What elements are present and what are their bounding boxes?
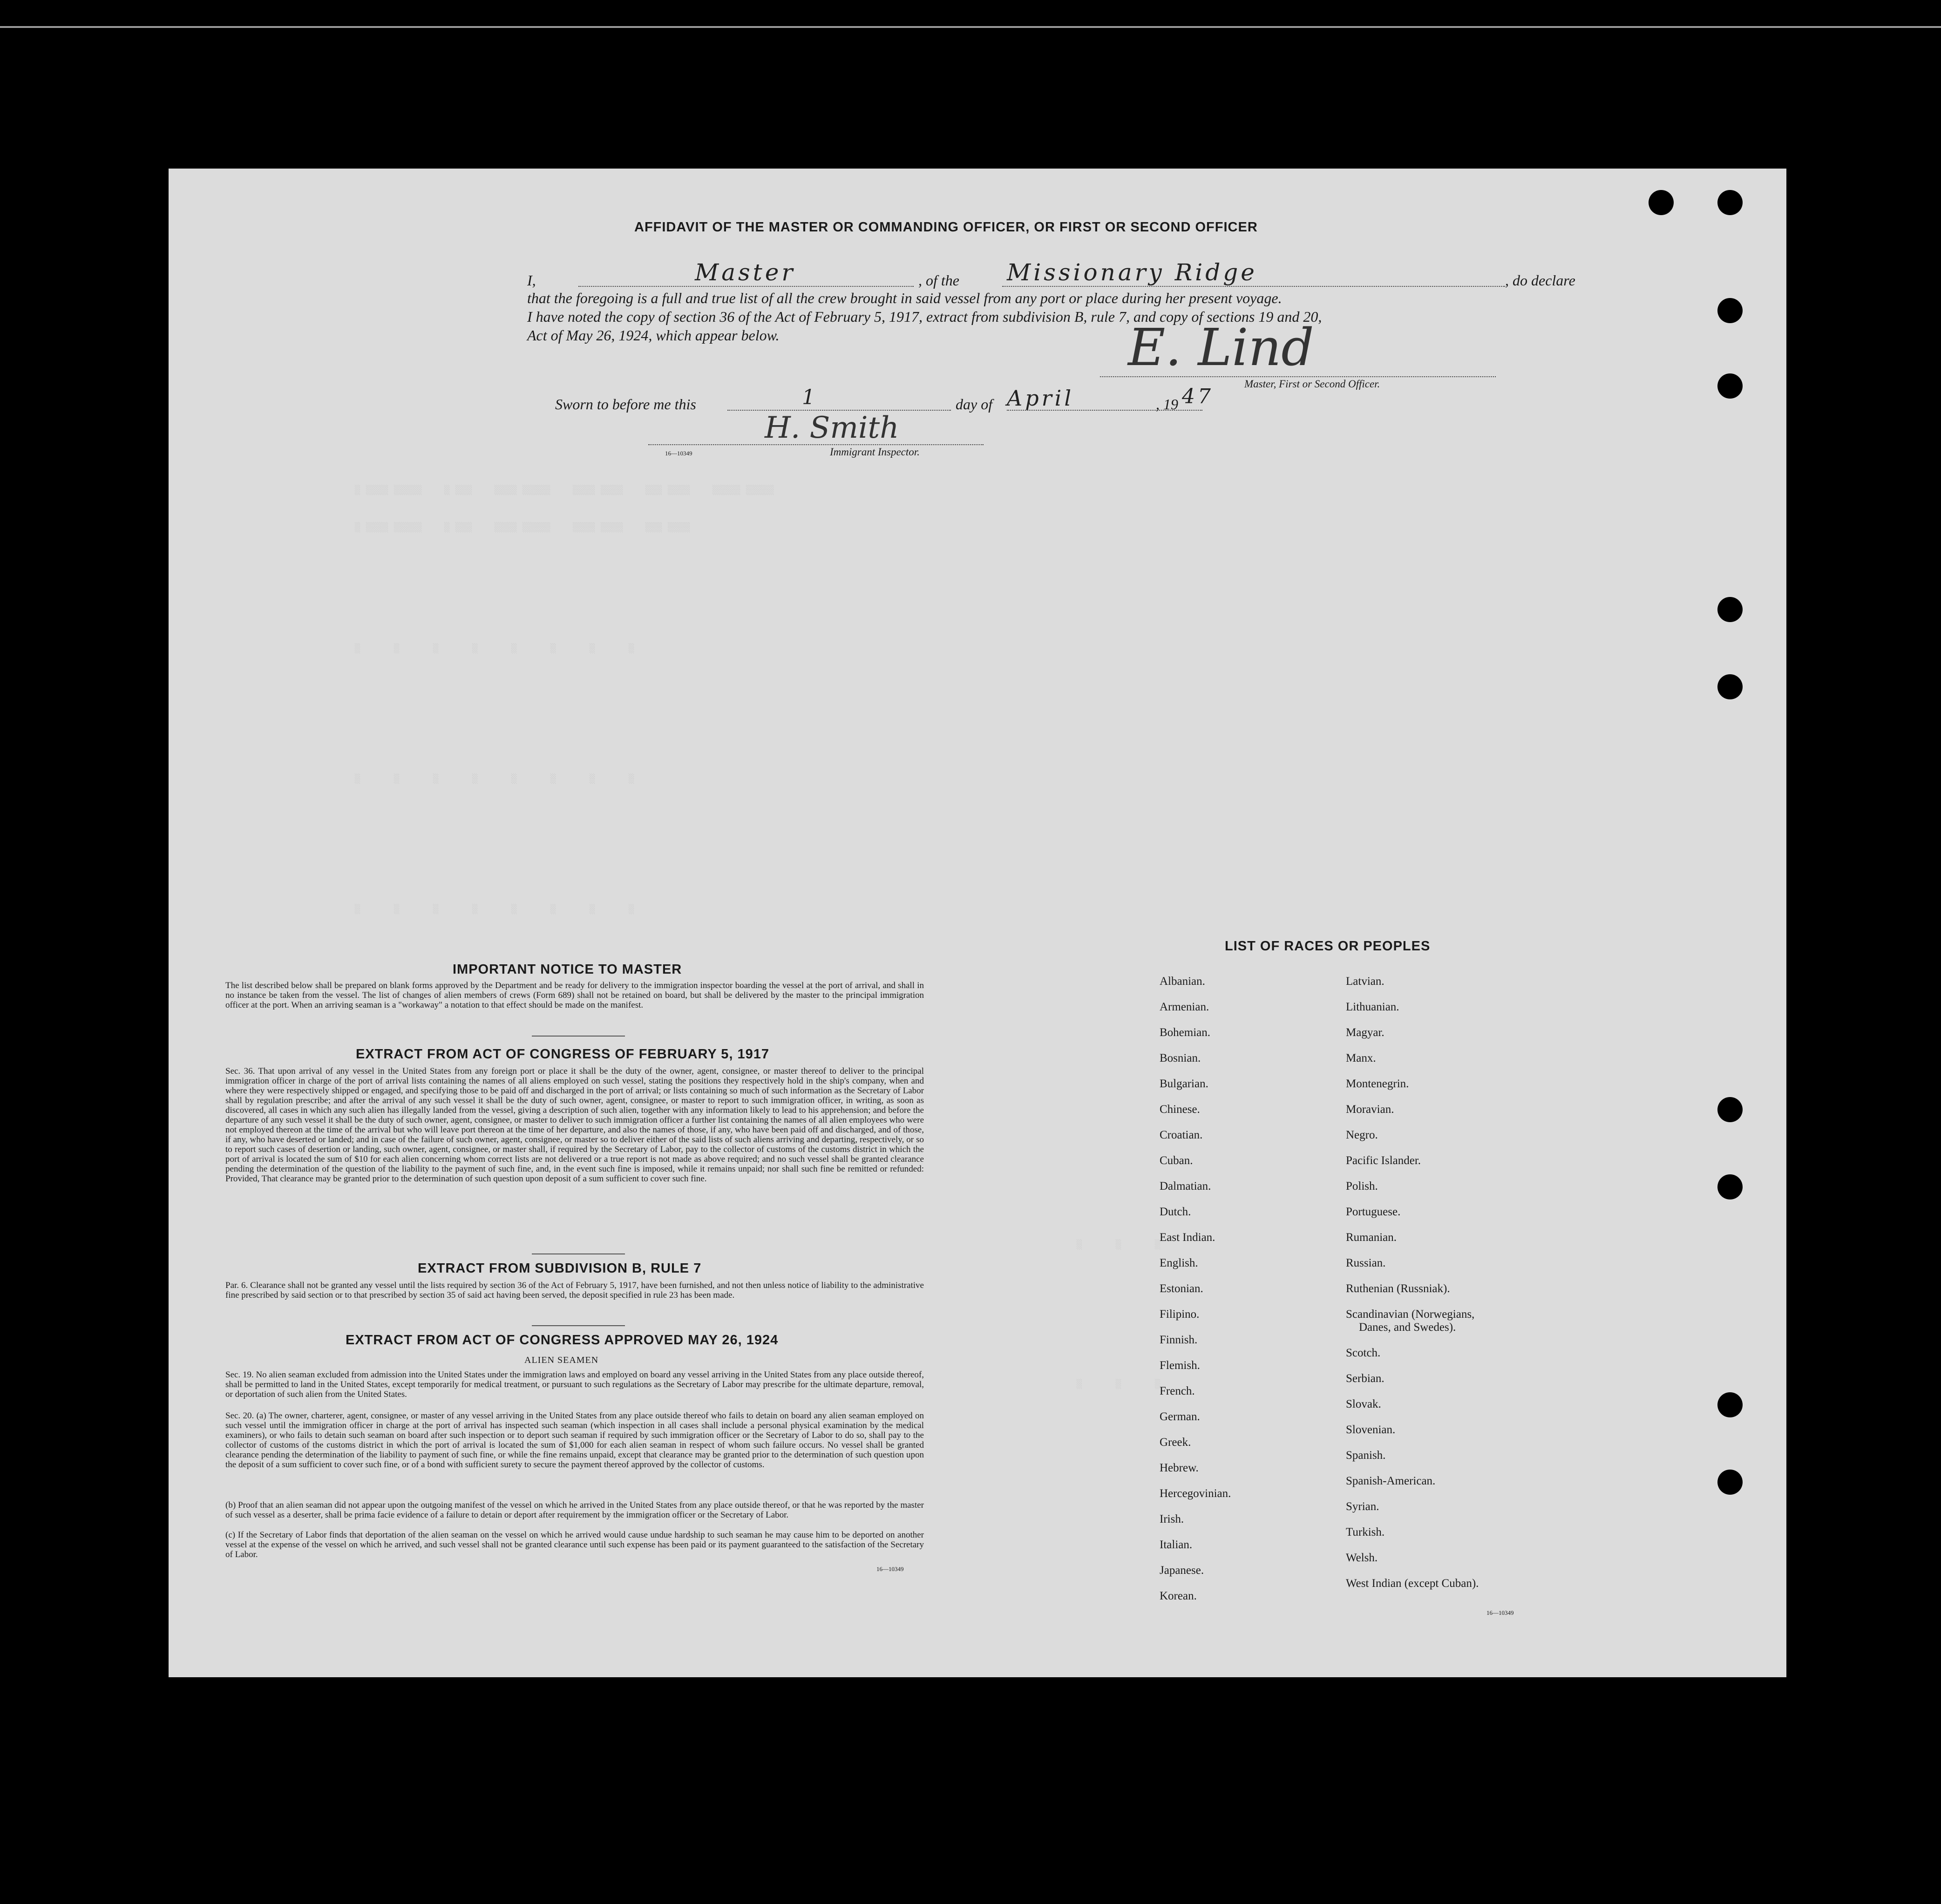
inspector-caption: Immigrant Inspector. <box>830 446 920 458</box>
form-number-left: 16—10349 <box>876 1565 904 1572</box>
race-item: Russian. <box>1346 1257 1386 1269</box>
race-item: East Indian. <box>1160 1231 1215 1244</box>
extract-1924-title: EXTRACT FROM ACT OF CONGRESS APPROVED MAY 26, 1924 <box>346 1333 779 1348</box>
race-item: Hercegovinian. <box>1160 1487 1231 1500</box>
race-item: Turkish. <box>1346 1526 1385 1538</box>
vessel-blank <box>1002 286 1505 287</box>
race-item: Welsh. <box>1346 1552 1378 1564</box>
punch-hole <box>1717 1470 1743 1495</box>
race-item: Armenian. <box>1160 1001 1209 1013</box>
punch-hole <box>1717 373 1743 399</box>
of-the-label: , of the <box>918 272 959 289</box>
races-left-column <box>1160 975 1231 1615</box>
affidavit-line-4: Act of May 26, 1924, which appear below. <box>527 327 780 344</box>
punch-hole <box>1717 190 1743 215</box>
races-title: LIST OF RACES OR PEOPLES <box>1225 939 1431 954</box>
race-item: Bosnian. <box>1160 1052 1201 1064</box>
master-signature: E. Lind <box>1128 318 1314 377</box>
race-item: Hebrew. <box>1160 1462 1199 1474</box>
do-declare-label: , do declare <box>1505 272 1575 289</box>
race-item: Scandinavian (Norwegians, <box>1346 1308 1475 1321</box>
race-item: Rumanian. <box>1346 1231 1397 1244</box>
race-item: Slovak. <box>1346 1398 1381 1410</box>
race-item: Filipino. <box>1160 1308 1200 1321</box>
punch-hole <box>1717 674 1743 699</box>
form-number-right: 16—10349 <box>1486 1609 1514 1616</box>
race-item: Latvian. <box>1346 975 1384 988</box>
sec20b-text: (b) Proof that an alien seaman did not appear upon the outgoing manifest of the vessel on which he arrived in the United States from any place outside thereof, or that he was reported by the master of such vessel as a deserter, shall be prima facie evidence of a failure to detain or deport after requirement by the immigration officer or the Secretary of Labor. <box>225 1500 924 1520</box>
race-item: Japanese. <box>1160 1564 1204 1577</box>
race-item: Negro. <box>1346 1129 1378 1141</box>
sworn-month: April <box>1007 386 1074 411</box>
race-item: Scotch. <box>1346 1347 1381 1359</box>
year-prefix: , 19 <box>1156 396 1178 413</box>
punch-hole <box>1717 1174 1743 1199</box>
race-item: Serbian. <box>1346 1372 1384 1385</box>
race-item: Dalmatian. <box>1160 1180 1211 1193</box>
punch-hole <box>1717 1097 1743 1122</box>
notice-text: The list described below shall be prepared on blank forms approved by the Department and be ready for delivery to the immigration inspector boarding the vessel at the port of arrival, and shall in no instance be taken from the vessel. The list of changes of alien members of crews (Form 689) shall not be retained on board, but shall be delivered by the master to the principal immigration officer at the port. When an arriving seaman is a "workaway" a notation to that effect should be made on the manifest. <box>225 981 924 1010</box>
sec19-text: Sec. 19. No alien seaman excluded from admission into the United States under the immigration laws and employed on board any vessel arriving in the United States from any place outside thereof, shall be permitted to land in the United States, except temporarily for medical treatment, or pursuant to such regulations as the Secretary of Labor may prescribe for the ultimate departure, removal, or deportation of such alien from the United States. <box>225 1370 924 1399</box>
race-item: Chinese. <box>1160 1103 1200 1116</box>
race-item: French. <box>1160 1385 1195 1397</box>
race-item: Pacific Islander. <box>1346 1154 1421 1167</box>
inspector-signature: H. Smith <box>765 411 899 445</box>
sworn-label: Sworn to before me this <box>555 396 696 413</box>
race-item: Bulgarian. <box>1160 1077 1208 1090</box>
race-item: Finnish. <box>1160 1334 1198 1346</box>
vessel-handwritten: Missionary Ridge <box>1007 259 1257 286</box>
race-item: Spanish-American. <box>1346 1475 1436 1487</box>
affidavit-line-2: that the foregoing is a full and true list of all the crew brought in said vessel from any port or place during her present voyage. <box>527 290 1282 306</box>
punch-hole <box>1649 190 1674 215</box>
races-right-column <box>1346 975 1479 1603</box>
sec20a-text: Sec. 20. (a) The owner, charterer, agent, consignee, or master of any vessel arriving in the United States from any place outside thereof who fails to detain on board any alien seaman employed on such vessel until the immigration officer in charge at the port of arrival has inspected such seaman (which inspection in all cases shall include a personal physical examination by the medical examiners), or who fails to detain such seaman on board after such inspection or to deport such seaman if required by such immigration officer or the Secretary of Labor to do so, shall pay to the collector of customs of the customs district in which the port of arrival is located the sum of $1,000 for each alien seaman in respect of whom such failure occurs. No vessel shall be granted clearance pending the determination of the liability to payment of such fine, or while the fine remains unpaid, except that clearance may be granted prior to the determination of such question upon the deposit of a sum sufficient to cover such fine, or of a bond with sufficient surety to secure the payment thereof approved by the collector of customs. <box>225 1411 924 1470</box>
race-item: Korean. <box>1160 1590 1197 1602</box>
race-item: Croatian. <box>1160 1129 1203 1141</box>
punch-hole <box>1717 298 1743 323</box>
race-item: Cuban. <box>1160 1154 1193 1167</box>
rule7-text: Par. 6. Clearance shall not be granted any vessel until the lists required by section 36 of the Act of February 5, 1917, have been furnished, and not then unless notice of liability to the administrative fine prescribed by said section or to that prescribed by section 35 of said act having been served, the deposit specified in rule 23 has been made. <box>225 1281 924 1300</box>
race-item: Magyar. <box>1346 1026 1384 1039</box>
affidavit-line-3: I have noted the copy of section 36 of the Act of February 5, 1917, extract from subdivision B, rule 7, and copy of sections 19 and 20, <box>527 308 1322 325</box>
race-item: Danes, and Swedes). <box>1359 1321 1456 1334</box>
divider <box>532 1036 625 1037</box>
day-of-label: day of <box>956 396 993 413</box>
race-item: Moravian. <box>1346 1103 1394 1116</box>
rule7-title: EXTRACT FROM SUBDIVISION B, RULE 7 <box>418 1261 702 1276</box>
sworn-year: 47 <box>1182 385 1214 408</box>
race-item: Montenegrin. <box>1346 1077 1409 1090</box>
race-item: Estonian. <box>1160 1282 1203 1295</box>
race-item: Greek. <box>1160 1436 1191 1449</box>
race-item: Dutch. <box>1160 1206 1191 1218</box>
race-item: Portuguese. <box>1346 1206 1401 1218</box>
race-item: Flemish. <box>1160 1359 1200 1372</box>
race-item: Albanian. <box>1160 975 1205 988</box>
race-item: Bohemian. <box>1160 1026 1211 1039</box>
rank-blank <box>578 286 914 287</box>
inspector-line <box>648 444 984 445</box>
punch-hole <box>1717 1392 1743 1417</box>
form-number-top: 16—10349 <box>665 450 692 457</box>
race-item: Polish. <box>1346 1180 1378 1193</box>
race-item: Slovenian. <box>1346 1423 1396 1436</box>
race-item: English. <box>1160 1257 1198 1269</box>
race-item: Italian. <box>1160 1538 1193 1551</box>
document-sheet: ░ ░░░░ ░░░░░ ░ ░░░ ░░░░ ░░░░░ ░░░░ ░░░░ ░░░ ░░░░ ░░░░░ ░░░░░ ░ ░░░░ ░░░░░ ░ ░░░ ░░░░ ░░░░░ ░░░░ ░░░░ ░░░ ░░░░ ░ ░ ░ ░ ░ ░ ░ ░ ░ ░ ░ ░ ░ ░ ░ ░ ░ ░ ░ ░ ░ ░ ░ ░ ░ ░ ░ ░ ░ ░ AFFIDAVIT OF THE MASTER OR COMMANDING OFFICER, OR FIRST OR SECOND OFFICER I, Master , of the Missionary Ridge , do declare that the foregoing is a full and true list of all the crew brought in said vessel from any port or place during her present voyage. I have noted the copy of section 36 of the Act of February 5, 1917, extract from subdivision B, rule 7, and copy of sections 19 and 20, Act of May 26, 1924, which appear below. E. Lind Master, First or Second Officer. Sworn to before me this 1 day of April , 19 47 H. Smith 16—10349 Immigrant Inspector. IMPORTANT NOTICE TO MASTER The list described below shall be prepared on blank forms approved by the Department and be ready for delivery to the immigration inspector boarding the vessel at the port of arrival, and shall in no instance be taken from the vessel. The list of changes of alien members of crews (Form 689) shall not be retained on board, but shall be delivered by the master to the principal immigration officer at the port. When an arriving seaman is a "workaway" a notation to that effect should be made on the manifest. EXTRACT FROM ACT OF CONGRESS OF FEBRUARY 5, 1917 Sec. 36. That upon arrival of any vessel in the United States from any foreign port or place it shall be the duty of the owner, agent, consignee, or master thereof to deliver to the principal immigration officer in charge of the port of arrival lists containing the names of all aliens employed on such vessel, stating the positions they respectively hold in the ship's company, when and where they were respectively shipped or engaged, and specifying those to be paid off and discharged in the port of arrival; or lists containing so much of such information as the Secretary of Labor shall by regulation prescribe; and after the arrival of any such vessel it shall be the duty of such owner, agent, consignee, or master to report to such immigration officer, in writing, as soon as discovered, all cases in which any such alien has illegally landed from the vessel, giving a description of such alien, together with any information likely to lead to his apprehension; and before the departure of any such vessel it shall be the duty of such owner, agent, consignee, or master to deliver to such immigration officer a further list containing the names of all alien employees who were not employed thereon at the time of the arrival but who will leave port thereon at the time of her departure, and also the names of those, if any, who have been paid off and discharged, and of those, if any, who have deserted or landed; and in case of the failure of such owner, agent, consignee, or master so to deliver either of the said lists of such aliens arriving and departing, respectively, or so to report such cases of desertion or landing, such owner, agent, consignee, or master shall, if required by the Secretary of Labor, pay to the collector of customs of the customs district in which the port of arrival is located the sum of $10 for each alien concerning whom correct lists are not delivered or a true report is not made as above required; and no such vessel shall be granted clearance pending the determination of the question of the liability to the payment of such fine, and, in the event such fine is imposed, while it remains unpaid; nor shall such fine be remitted or refunded: Provided, That clearance may be granted prior to the determination of such question upon deposit of a sum sufficient to cover such fine. EXTRACT FROM SUBDIVISION B, RULE 7 Par. 6. Clearance shall not be granted any vessel until the lists required by section 36 of the Act of February 5, 1917, have been furnished, and not then unless notice of liability to the administrative fine prescribed by said section or to that prescribed by section 35 of said act having been served, the deposit specified in rule 23 has been made. EXTRACT FROM ACT OF CONGRESS APPROVED MAY 26, 1924 ALIEN SEAMEN Sec. 19. No alien seaman excluded from admission into the United States under the immigration laws and employed on board any vessel arriving in the United States from any place outside thereof, shall be permitted to land in the United States, except temporarily for medical treatment, or pursuant to such regulations as the Secretary of Labor may prescribe for the ultimate departure, removal, or deportation of such alien from the United States. Sec. 20. (a) The owner, charterer, agent, consignee, or master of any vessel arriving in the United States from any place outside thereof who fails to detain on board any alien seaman employed on such vessel until the immigration officer in charge at the port of arrival has inspected such seaman (which inspection in all cases shall include a personal physical examination by the medical examiners), or who fails to detain such seaman on board after such inspection or to deport such seaman if required by such immigration officer or the Secretary of Labor to do so, shall pay to the collector of customs of the customs district in which the port of arrival is located the sum of $1,000 for each alien seaman in respect of whom such failure occurs. No vessel shall be granted clearance pending the determination of the liability to payment of such fine, or while the fine remains unpaid, except that clearance may be granted prior to the determination of such question upon the deposit of a sum sufficient to cover such fine, or of a bond with sufficient surety to secure the payment thereof approved by the collector of customs. (b) Proof that an alien seaman did not appear upon the outgoing manifest of the vessel on which he arrived in the United States from any place outside thereof, or that he was reported by the master of such vessel as a deserter, shall be prima facie evidence of a failure to detain or deport after requirement by the immigration officer or the Secretary of Labor. (c) If the Secretary of Labor finds that deportation of the alien seaman on the vessel on which he arrived would cause undue hardship to such seaman he may cause him to be deported on another vessel at the expense of the vessel on which he arrived, and such vessel shall not be granted clearance until such expense has been paid or its payment guaranteed to the satisfaction of the Secretary of Labor. 16—10349 LIST OF RACES OR PEOPLES Albanian. Armenian. Bohemian. Bosnian. Bulgarian. Chinese. Croatian. Cuban. Dalmatian. Dutch. East Indian. English. Estonian. Filipino. Finnish. Flemish. French. German. Greek. Hebrew. Hercegovinian. Irish. Italian. Japanese. Korean. Latvian. Lithuanian. Magyar. Manx. Montenegrin. Moravian. Negro. Pacific Islander. Polish. Portuguese. Rumanian. Russian. Ruthenian (Russniak). Scandinavian (Norwegians, Danes, and Swedes). Scotch. Serbian. Slovak. Slovenian. Spanish. Spanish-American. Syrian. Turkish. Welsh. West Indian (except Cuban). 16—10349 <box>169 169 1786 1677</box>
divider <box>532 1325 625 1326</box>
scan-top-line <box>0 26 1941 28</box>
signature-line <box>1100 376 1496 377</box>
race-item: Manx. <box>1346 1052 1376 1064</box>
race-item: Ruthenian (Russniak). <box>1346 1282 1450 1295</box>
sec20c-text: (c) If the Secretary of Labor finds that deportation of the alien seaman on the vessel on which he arrived would cause undue hardship to such seaman he may cause him to be deported on another vessel at the expense of the vessel on which he arrived, and such vessel shall not be granted clearance until such expense has been paid or its payment guaranteed to the satisfaction of the Secretary of Labor. <box>225 1530 924 1559</box>
sworn-day: 1 <box>802 386 818 409</box>
punch-hole <box>1717 597 1743 622</box>
affidavit-title: AFFIDAVIT OF THE MASTER OR COMMANDING OFFICER, OR FIRST OR SECOND OFFICER <box>634 220 1258 235</box>
race-item: Spanish. <box>1346 1449 1386 1462</box>
affidavit-i-label: I, <box>527 272 536 289</box>
rank-handwritten: Master <box>695 259 796 286</box>
alien-seamen-subtitle: ALIEN SEAMEN <box>524 1355 599 1365</box>
race-item: Lithuanian. <box>1346 1001 1399 1013</box>
race-item: West Indian (except Cuban). <box>1346 1577 1479 1590</box>
extract-1917-text: Sec. 36. That upon arrival of any vessel in the United States from any foreign port or place it shall be the duty of the owner, agent, consignee, or master thereof to deliver to the principal immigration officer in charge of the port of arrival lists containing the names of all aliens employed on such vessel, stating the positions they respectively hold in the ship's company, when and where they were respectively shipped or engaged, and specifying those to be paid off and discharged in the port of arrival; or lists containing so much of such information as the Secretary of Labor shall by regulation prescribe; and after the arrival of any such vessel it shall be the duty of such owner, agent, consignee, or master to report to such immigration officer, in writing, as soon as discovered, all cases in which any such alien has illegally landed from the vessel, giving a description of such alien, together with any information likely to lead to his apprehension; and before the departure of any such vessel it shall be the duty of such owner, agent, consignee, or master to deliver to such immigration officer a further list containing the names of all alien employees who were not employed thereon at the time of the arrival but who will leave port thereon at the time of her departure, and also the names of those, if any, who have been paid off and discharged, and of those, if any, who have deserted or landed; and in case of the failure of such owner, agent, consignee, or master so to deliver either of the said lists of such aliens arriving and departing, respectively, or so to report such cases of desertion or landing, such owner, agent, consignee, or master shall, if required by the Secretary of Labor, pay to the collector of customs of the customs district in which the port of arrival is located the sum of $10 for each alien concerning whom correct lists are not delivered or a true report is not made as above required; and no such vessel shall be granted clearance pending the determination of the question of the liability to the payment of such fine, and, in the event such fine is imposed, while it remains unpaid; nor shall such fine be remitted or refunded: Provided, That clearance may be granted prior to the determination of such question upon deposit of a sum sufficient to cover such fine. <box>225 1066 924 1184</box>
extract-1917-title: EXTRACT FROM ACT OF CONGRESS OF FEBRUARY 5, 1917 <box>356 1047 770 1062</box>
race-item: Syrian. <box>1346 1500 1379 1513</box>
race-item: German. <box>1160 1410 1200 1423</box>
race-item: Irish. <box>1160 1513 1184 1525</box>
signature-caption: Master, First or Second Officer. <box>1244 378 1380 390</box>
notice-title: IMPORTANT NOTICE TO MASTER <box>453 962 682 977</box>
